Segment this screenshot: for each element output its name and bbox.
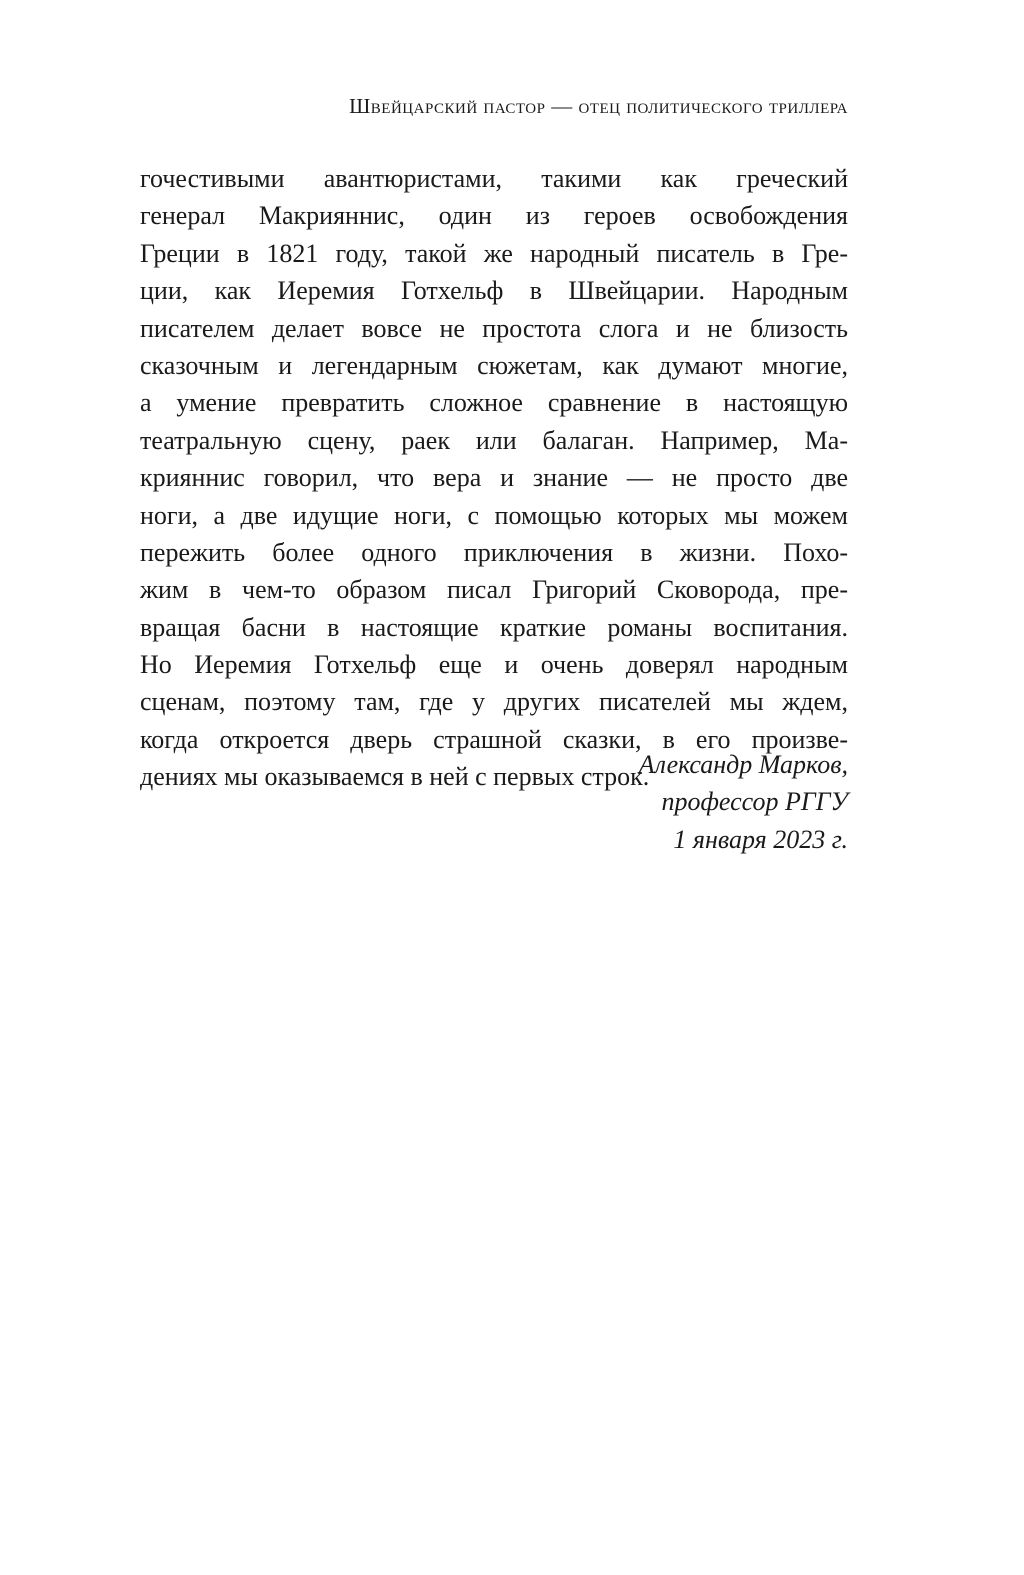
text-line: когда откроется дверь страшной сказки, в его произве-: [140, 724, 848, 754]
signature-author: Александр Марков,: [638, 750, 848, 779]
text-line: пережить более одного приключения в жизни. Похо-: [140, 537, 848, 567]
text-line: крияннис говорил, что вера и знание — не просто две: [140, 463, 848, 493]
text-line: дениях мы оказываемся в ней с первых строк.: [140, 762, 650, 792]
signature-block: [140, 746, 848, 858]
text-line: гочестивыми авантюристами, такими как греческий: [140, 164, 848, 193]
text-line: писателем делает вовсе не простота слога и не близость: [140, 313, 848, 343]
signature-date: 1 января 2023 г.: [673, 824, 848, 854]
text-line: вращая басни в настоящие краткие романы воспитания.: [140, 612, 848, 642]
text-line: сценам, поэтому там, где у других писателей мы ждем,: [140, 687, 848, 717]
text-line: ции, как Иеремия Готхельф в Швейцарии. Народным: [140, 276, 848, 306]
signature-position: профессор РГГУ: [661, 787, 848, 817]
body-paragraph: [140, 160, 848, 796]
text-line: Греции в 1821 году, такой же народный писатель в Гре-: [140, 238, 848, 268]
running-header: Швейцарский пастор — отец политического триллера: [349, 94, 848, 118]
text-line: театральную сцену, раек или балаган. Например, Ма-: [140, 425, 848, 455]
text-line: генерал Макрияннис, один из героев освобождения: [140, 201, 848, 231]
text-line: жим в чем-то образом писал Григорий Сковорода, пре-: [140, 575, 848, 605]
text-line: сказочным и легендарным сюжетам, как думают многие,: [140, 350, 848, 380]
text-line: Но Иеремия Готхельф еще и очень доверял народным: [140, 650, 848, 680]
text-line: а умение превратить сложное сравнение в настоящую: [140, 388, 848, 418]
text-line: ноги, а две идущие ноги, с помощью которых мы можем: [140, 500, 848, 530]
